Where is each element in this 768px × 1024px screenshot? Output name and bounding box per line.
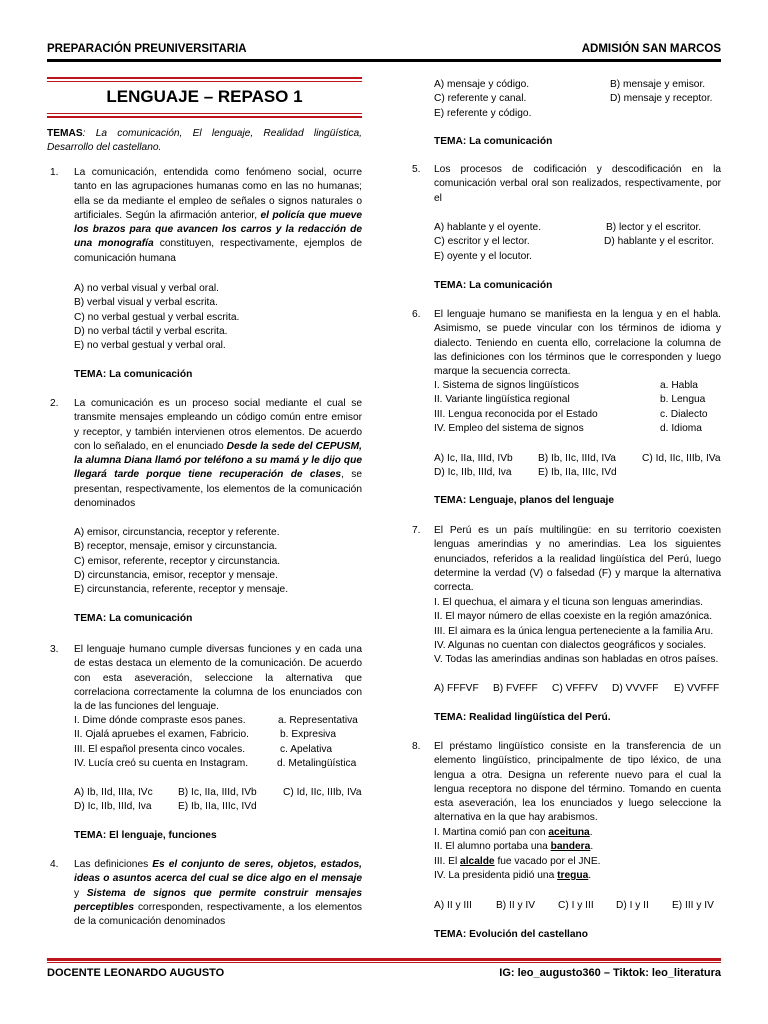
pair-left: III. El español presenta cinco vocales. <box>74 743 246 755</box>
option-row <box>434 682 724 696</box>
question-number: 1. <box>50 167 59 178</box>
option[interactable]: A) II y III <box>434 900 472 911</box>
question-8-items <box>434 826 724 883</box>
question-text <box>74 166 362 266</box>
option[interactable]: B) mensaje y emisor. <box>610 79 706 90</box>
question-7-items <box>434 596 724 667</box>
footer-left: DOCENTE LEONARDO AUGUSTO <box>47 967 225 979</box>
question-text-part: La comunicación, entendida como fenómeno social, ocurre tanto en las agrupaciones humanas como en las no humanas; ella se da mediante el empleo de señales o signos naturales o artificiales. Según la afirmación anterior, <box>74 167 362 221</box>
title-rule <box>47 113 362 114</box>
pair-row <box>74 743 362 757</box>
option[interactable]: B) Ib, IIc, IIId, IVa <box>538 453 616 464</box>
option[interactable]: A) Ic, IIa, IIId, IVb <box>434 453 513 464</box>
page-footer <box>47 966 721 982</box>
question-text-part: , se presentan, respectivamente, los elementos de la comunicación denominados <box>74 469 362 510</box>
underlined-word: aceituna <box>548 827 590 838</box>
question-3-tema: TEMA: El lenguaje, funciones <box>74 830 217 841</box>
page-header <box>47 42 721 58</box>
question-8-tema: TEMA: Evolución del castellano <box>434 929 588 940</box>
option[interactable]: E) oyente y el locutor. <box>434 250 532 262</box>
question-6-pairs <box>434 379 724 436</box>
option[interactable]: B) lector y el escritor. <box>606 222 702 233</box>
option[interactable]: D) mensaje y receptor. <box>610 93 713 105</box>
question-number: 6. <box>412 309 421 320</box>
pair-right: b. Expresiva <box>280 729 337 741</box>
option[interactable]: B) receptor, mensaje, emisor y circunstancia. <box>74 541 278 553</box>
option[interactable]: E) Ib, IIa, IIIc, IVd <box>538 467 617 479</box>
option[interactable]: A) emisor, circunstancia, receptor y referente. <box>74 527 280 538</box>
option[interactable]: A) Ib, IId, IIIa, IVc <box>74 787 153 798</box>
temas-label: TEMAS <box>47 128 83 139</box>
option-row <box>434 452 724 466</box>
page-title: LENGUAJE – REPASO 1 <box>106 87 303 106</box>
option[interactable]: D) hablante y el escritor. <box>604 236 714 248</box>
temas-text: : La comunicación, El lenguaje, Realidad lingüística, Desarrollo del castellano. <box>47 128 362 154</box>
header-left: PREPARACIÓN PREUNIVERSITARIA <box>47 43 247 55</box>
statement <box>434 826 724 840</box>
question-2-options <box>74 526 362 597</box>
title-rule <box>47 81 362 82</box>
question-text: Los procesos de codificación y descodificación en la comunicación verbal oral son realizados, respectivamente, por el <box>434 164 721 204</box>
question-text <box>74 397 362 511</box>
option[interactable]: C) emisor, referente, receptor y circunstancia. <box>74 555 281 567</box>
option-row <box>434 221 724 235</box>
footer-right: IG: leo_augusto360 – Tiktok: leo_literatura <box>499 967 721 979</box>
question-emphasis: Desde la sede del CEPUSM, la alumna Diana llamó por teléfono a su mamá y le dijo que llegará tarde porque tiene recuperación de clases <box>74 440 362 481</box>
question-6-options <box>434 452 724 481</box>
statement: IV. Algunas no cuentan con dialectos geográficos y sociales. <box>434 639 707 651</box>
option[interactable]: C) Id, IIc, IIIb, IVa <box>642 453 721 464</box>
question-7-options <box>434 682 724 696</box>
option[interactable]: B) verbal visual y verbal escrita. <box>74 297 218 309</box>
pair-right: c. Dialecto <box>660 408 708 420</box>
statement: I. El quechua, el aimara y el ticuna son lenguas amerindias. <box>434 597 703 608</box>
header-right: ADMISIÓN SAN MARCOS <box>581 43 721 55</box>
pair-row <box>434 408 724 422</box>
footer-rule <box>47 962 721 963</box>
statement-text: fue vacado por el JNE. <box>494 855 601 867</box>
option[interactable]: C) no verbal gestual y verbal escrita. <box>74 311 240 323</box>
question-emphasis: Sistema de signos que permite construir mensajes perceptibles <box>74 887 363 913</box>
underlined-word: bandera <box>550 841 591 853</box>
question-text: El Perú es un país multilingüe: en su territorio coexisten lenguas amerindias y no amerindias. Lea los siguientes enunciados, referidos a la realidad lingüística del Perú, luego determine la verdad (V) o falsedad (F) y marque la alternativa correcta. <box>434 525 721 594</box>
option[interactable]: C) Id, IIc, IIIb, IVa <box>283 787 362 798</box>
question-text-part: corresponden, respectivamente, a los elementos de la comunicación denominados <box>74 901 362 928</box>
question-6-tema: TEMA: Lenguaje, planos del lenguaje <box>434 495 615 506</box>
option[interactable]: B) Ic, IIa, IIId, IVb <box>178 787 257 798</box>
question-text-part: y <box>74 887 87 899</box>
option[interactable]: A) FFFVF <box>434 683 479 694</box>
option[interactable]: D) VVVFF <box>612 683 659 694</box>
option-row <box>434 107 724 121</box>
option[interactable]: C) escritor y el lector. <box>434 236 530 248</box>
question-2-tema: TEMA: La comunicación <box>74 613 193 624</box>
pair-left: III. Lengua reconocida por el Estado <box>434 408 598 420</box>
pair-left: I. Sistema de signos lingüísticos <box>434 380 579 391</box>
option[interactable]: D) I y II <box>616 900 649 911</box>
pair-row <box>434 393 724 407</box>
pair-right: d. Metalingüística <box>277 757 357 769</box>
question-text: El préstamo lingüístico consiste en la transferencia de un elemento lingüístico, principalmente de tipo léxico, de una lengua a otra. Designa un referente nuevo para el cual la lengua receptora no dispone del término. Tomando en cuenta esta aseveración, lea los enunciados y luego seleccione la alternativa en la que hay arabismos. <box>434 741 721 824</box>
option[interactable]: E) VVFFF <box>674 683 720 694</box>
statement-text: II. El alumno portaba una <box>434 841 551 853</box>
question-text <box>74 858 362 929</box>
question-number: 7. <box>412 525 421 536</box>
option-row <box>434 250 724 264</box>
option[interactable]: D) Ic, IIb, IIId, Iva <box>434 467 512 479</box>
underlined-word: tregua <box>557 869 589 881</box>
footer-rule <box>47 958 721 961</box>
question-8-options <box>434 899 724 913</box>
question-emphasis: el policía que mueve los brazos para que avancen los carros y la redacción de una monografía <box>74 209 362 250</box>
question-emphasis: Es el conjunto de seres, objetos, estados, ideas o asuntos acerca del cual se dice algo en el mensaje <box>74 859 362 885</box>
pair-row <box>74 757 362 771</box>
option-row <box>74 786 364 800</box>
option[interactable]: A) mensaje y código. <box>434 79 530 90</box>
pair-right: a. Representativa <box>278 715 358 726</box>
pair-row <box>74 714 362 728</box>
pair-row <box>434 422 724 436</box>
option[interactable]: B) II y IV <box>496 900 536 911</box>
temas <box>47 127 362 156</box>
question-4-options <box>434 78 724 121</box>
question-text: El lenguaje humano se manifiesta en la lengua y en el habla. Asimismo, se puede vincular con los términos de idioma y dialecto. Teniendo en cuenta ello, correlacione la columna de las definiciones con los términos que le corresponden y luego marque la secuencia correcta. <box>434 309 721 378</box>
option[interactable]: C) referente y canal. <box>434 93 527 105</box>
question-number: 8. <box>412 741 421 752</box>
option[interactable]: C) I y III <box>558 900 594 911</box>
question-text-part: constituyen, respectivamente, ejemplos de comunicación humana <box>74 238 362 264</box>
question-5-options <box>434 221 724 264</box>
header-rule <box>47 59 721 62</box>
option-row <box>74 800 364 814</box>
pair-row <box>434 379 724 393</box>
question-7-tema: TEMA: Realidad lingüística del Perú. <box>434 712 611 723</box>
option[interactable]: D) no verbal táctil y verbal escrita. <box>74 325 228 337</box>
option[interactable]: E) III y IV <box>672 900 714 911</box>
question-1-tema: TEMA: La comunicación <box>74 369 193 380</box>
pair-left: IV. Lucía creó su cuenta en Instagram. <box>74 757 249 769</box>
question-text: El lenguaje humano cumple diversas funciones y en cada una de estas destaca un elemento de la comunicación. De acuerdo con esta aseveración, seleccione la alternativa que correlaciona correctamente la columna de los enunciados con la de las funciones del lenguaje. <box>74 644 362 713</box>
pair-left: IV. Empleo del sistema de signos <box>434 422 584 434</box>
pair-left: II. Ojalá apruebes el examen, Fabricio. <box>74 729 249 741</box>
question-number: 4. <box>50 859 59 870</box>
title-box <box>47 77 362 118</box>
option-row <box>434 92 724 106</box>
title-rule <box>47 116 362 118</box>
statement <box>434 840 724 854</box>
option[interactable]: C) VFFFV <box>552 683 598 694</box>
statement <box>434 869 724 883</box>
option-row <box>434 899 724 913</box>
question-3-pairs <box>74 714 362 771</box>
statement: V. Todas las amerindias andinas son habladas en otros países. <box>434 654 719 666</box>
pair-right: a. Habla <box>660 380 698 391</box>
option-row <box>434 466 724 480</box>
pair-left: I. Dime dónde compraste esos panes. <box>74 715 246 726</box>
title-rule <box>47 77 362 79</box>
option[interactable]: A) hablante y el oyente. <box>434 222 542 233</box>
statement <box>434 855 724 869</box>
question-text-part: La comunicación es un proceso social mediante el cual se transmite mensajes empleando un código común entre emisor y receptor, y también intervienen otros elementos. De acuerdo con lo señalado, en el enunciado <box>74 398 362 452</box>
option[interactable]: A) no verbal visual y verbal oral. <box>74 283 219 294</box>
question-4-tema: TEMA: La comunicación <box>434 136 553 147</box>
option[interactable]: E) Ib, IIa, IIIc, IVd <box>178 801 257 813</box>
question-1-options <box>74 282 362 353</box>
pair-right: b. Lengua <box>660 394 706 406</box>
option[interactable]: E) no verbal gestual y verbal oral. <box>74 340 226 352</box>
option-row <box>434 235 724 249</box>
statement-text: . <box>588 869 592 881</box>
underlined-word: alcalde <box>460 855 495 867</box>
question-5-tema: TEMA: La comunicación <box>434 280 553 291</box>
question-text-part: Las definiciones <box>74 859 153 870</box>
option[interactable]: D) circunstancia, emisor, receptor y mensaje. <box>74 569 278 581</box>
question-number: 5. <box>412 164 421 175</box>
statement-text: I. Martina comió pan con <box>434 827 549 838</box>
pair-right: d. Idioma <box>660 422 702 434</box>
pair-right: c. Apelativa <box>280 743 333 755</box>
option[interactable]: E) circunstancia, referente, receptor y mensaje. <box>74 584 289 596</box>
pair-row <box>74 728 362 742</box>
question-number: 3. <box>50 644 59 655</box>
option[interactable]: B) FVFFF <box>493 683 538 694</box>
statement-text: . <box>589 827 593 838</box>
statement-text: . <box>590 841 594 853</box>
statement-text: IV. La presidenta pidió una <box>434 869 558 881</box>
question-3-options <box>74 786 364 815</box>
option-row <box>434 78 724 92</box>
statement: II. El mayor número de ellas coexiste en la región amazónica. <box>434 611 713 623</box>
pair-left: II. Variante lingüística regional <box>434 394 570 406</box>
option[interactable]: E) referente y código. <box>434 107 532 119</box>
statement: III. El aimara es la única lengua perteneciente a la familia Aru. <box>434 625 714 637</box>
statement-text: III. El <box>434 855 461 867</box>
question-number: 2. <box>50 398 59 409</box>
option[interactable]: D) Ic, IIb, IIId, Iva <box>74 801 152 813</box>
